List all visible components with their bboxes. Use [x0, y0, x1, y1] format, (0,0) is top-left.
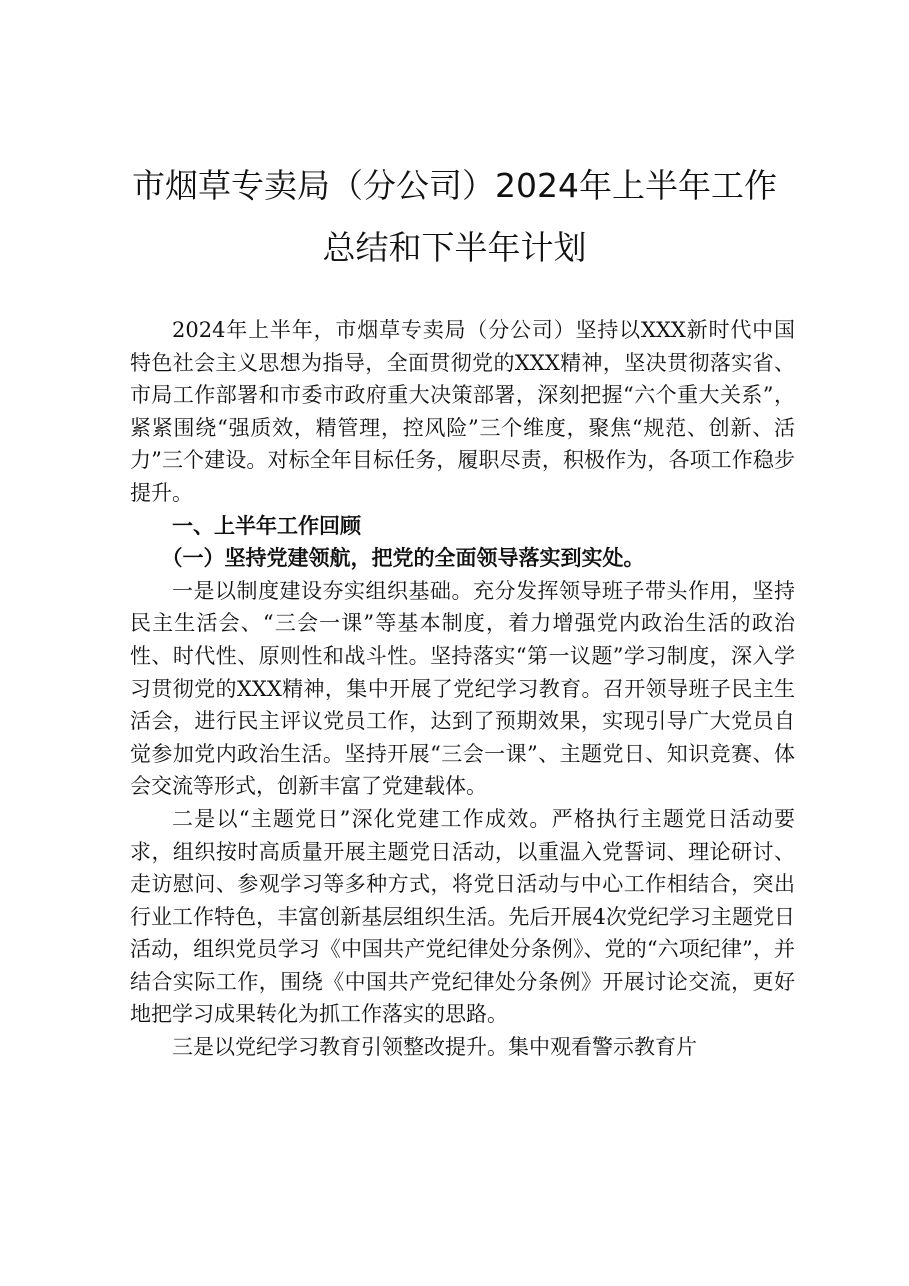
section-heading: 一、上半年工作回顾 — [172, 513, 361, 538]
document-title-line-2: 总结和下半年计划 — [322, 228, 587, 267]
document-title-line-1: 市烟草专卖局（分公司）2024年上半年工作 — [132, 166, 777, 205]
intro-paragraph: 2024年上半年，市烟草专卖局（分公司）坚持以XXX新时代中国特色社会主义思想为指导，全面贯彻党的XXX精神，坚决贯彻落实省、市局工作部署和市委市政府重大决策部署，深刻把握“六个重大关系”，紧紧围绕“强质效，精管理，控风险”三个维度，聚焦“规范、创新、活力”三个建设。对标全年目标任务，履职尽责，积极作为，各项工作稳步提升。 — [130, 318, 795, 505]
body-paragraph-1: 一是以制度建设夯实组织基础。充分发挥领导班子带头作用，坚持民主生活会、“三会一课”等基本制度，着力增强党内政治生活的政治性、时代性、原则性和战斗性。坚持落实“第一议题”学习制度，深入学习贯彻党的XXX精神，集中开展了党纪学习教育。召开领导班子民主生活会，进行民主评议党员工作，达到了预期效果，实现引导广大党员自觉参加党内政治生活。坚持开展“三会一课”、主题党日、知识竞赛、体会交流等形式，创新丰富了党建载体。 — [130, 578, 795, 799]
subsection-heading: （一）坚持党建领航，把党的全面领导落实到实处。 — [161, 545, 645, 571]
body-paragraph-2: 二是以“主题党日”深化党建工作成效。严格执行主题党日活动要求，组织按时高质量开展主题党日活动，以重温入党誓词、理论研讨、走访慰问、参观学习等多种方式，将党日活动与中心工作相结合，突出行业工作特色，丰富创新基层组织生活。先后开展4次党纪学习主题党日活动，组织党员学习《中国共产党纪律处分条例》、党的“六项纪律”，并结合实际工作，围绕《中国共产党纪律处分条例》开展讨论交流，更好地把学习成果转化为抓工作落实的思路。 — [130, 806, 795, 1027]
document-body — [130, 314, 795, 1064]
body-paragraph-3: 三是以党纪学习教育引领整改提升。集中观看警示教育片 — [172, 1035, 697, 1060]
